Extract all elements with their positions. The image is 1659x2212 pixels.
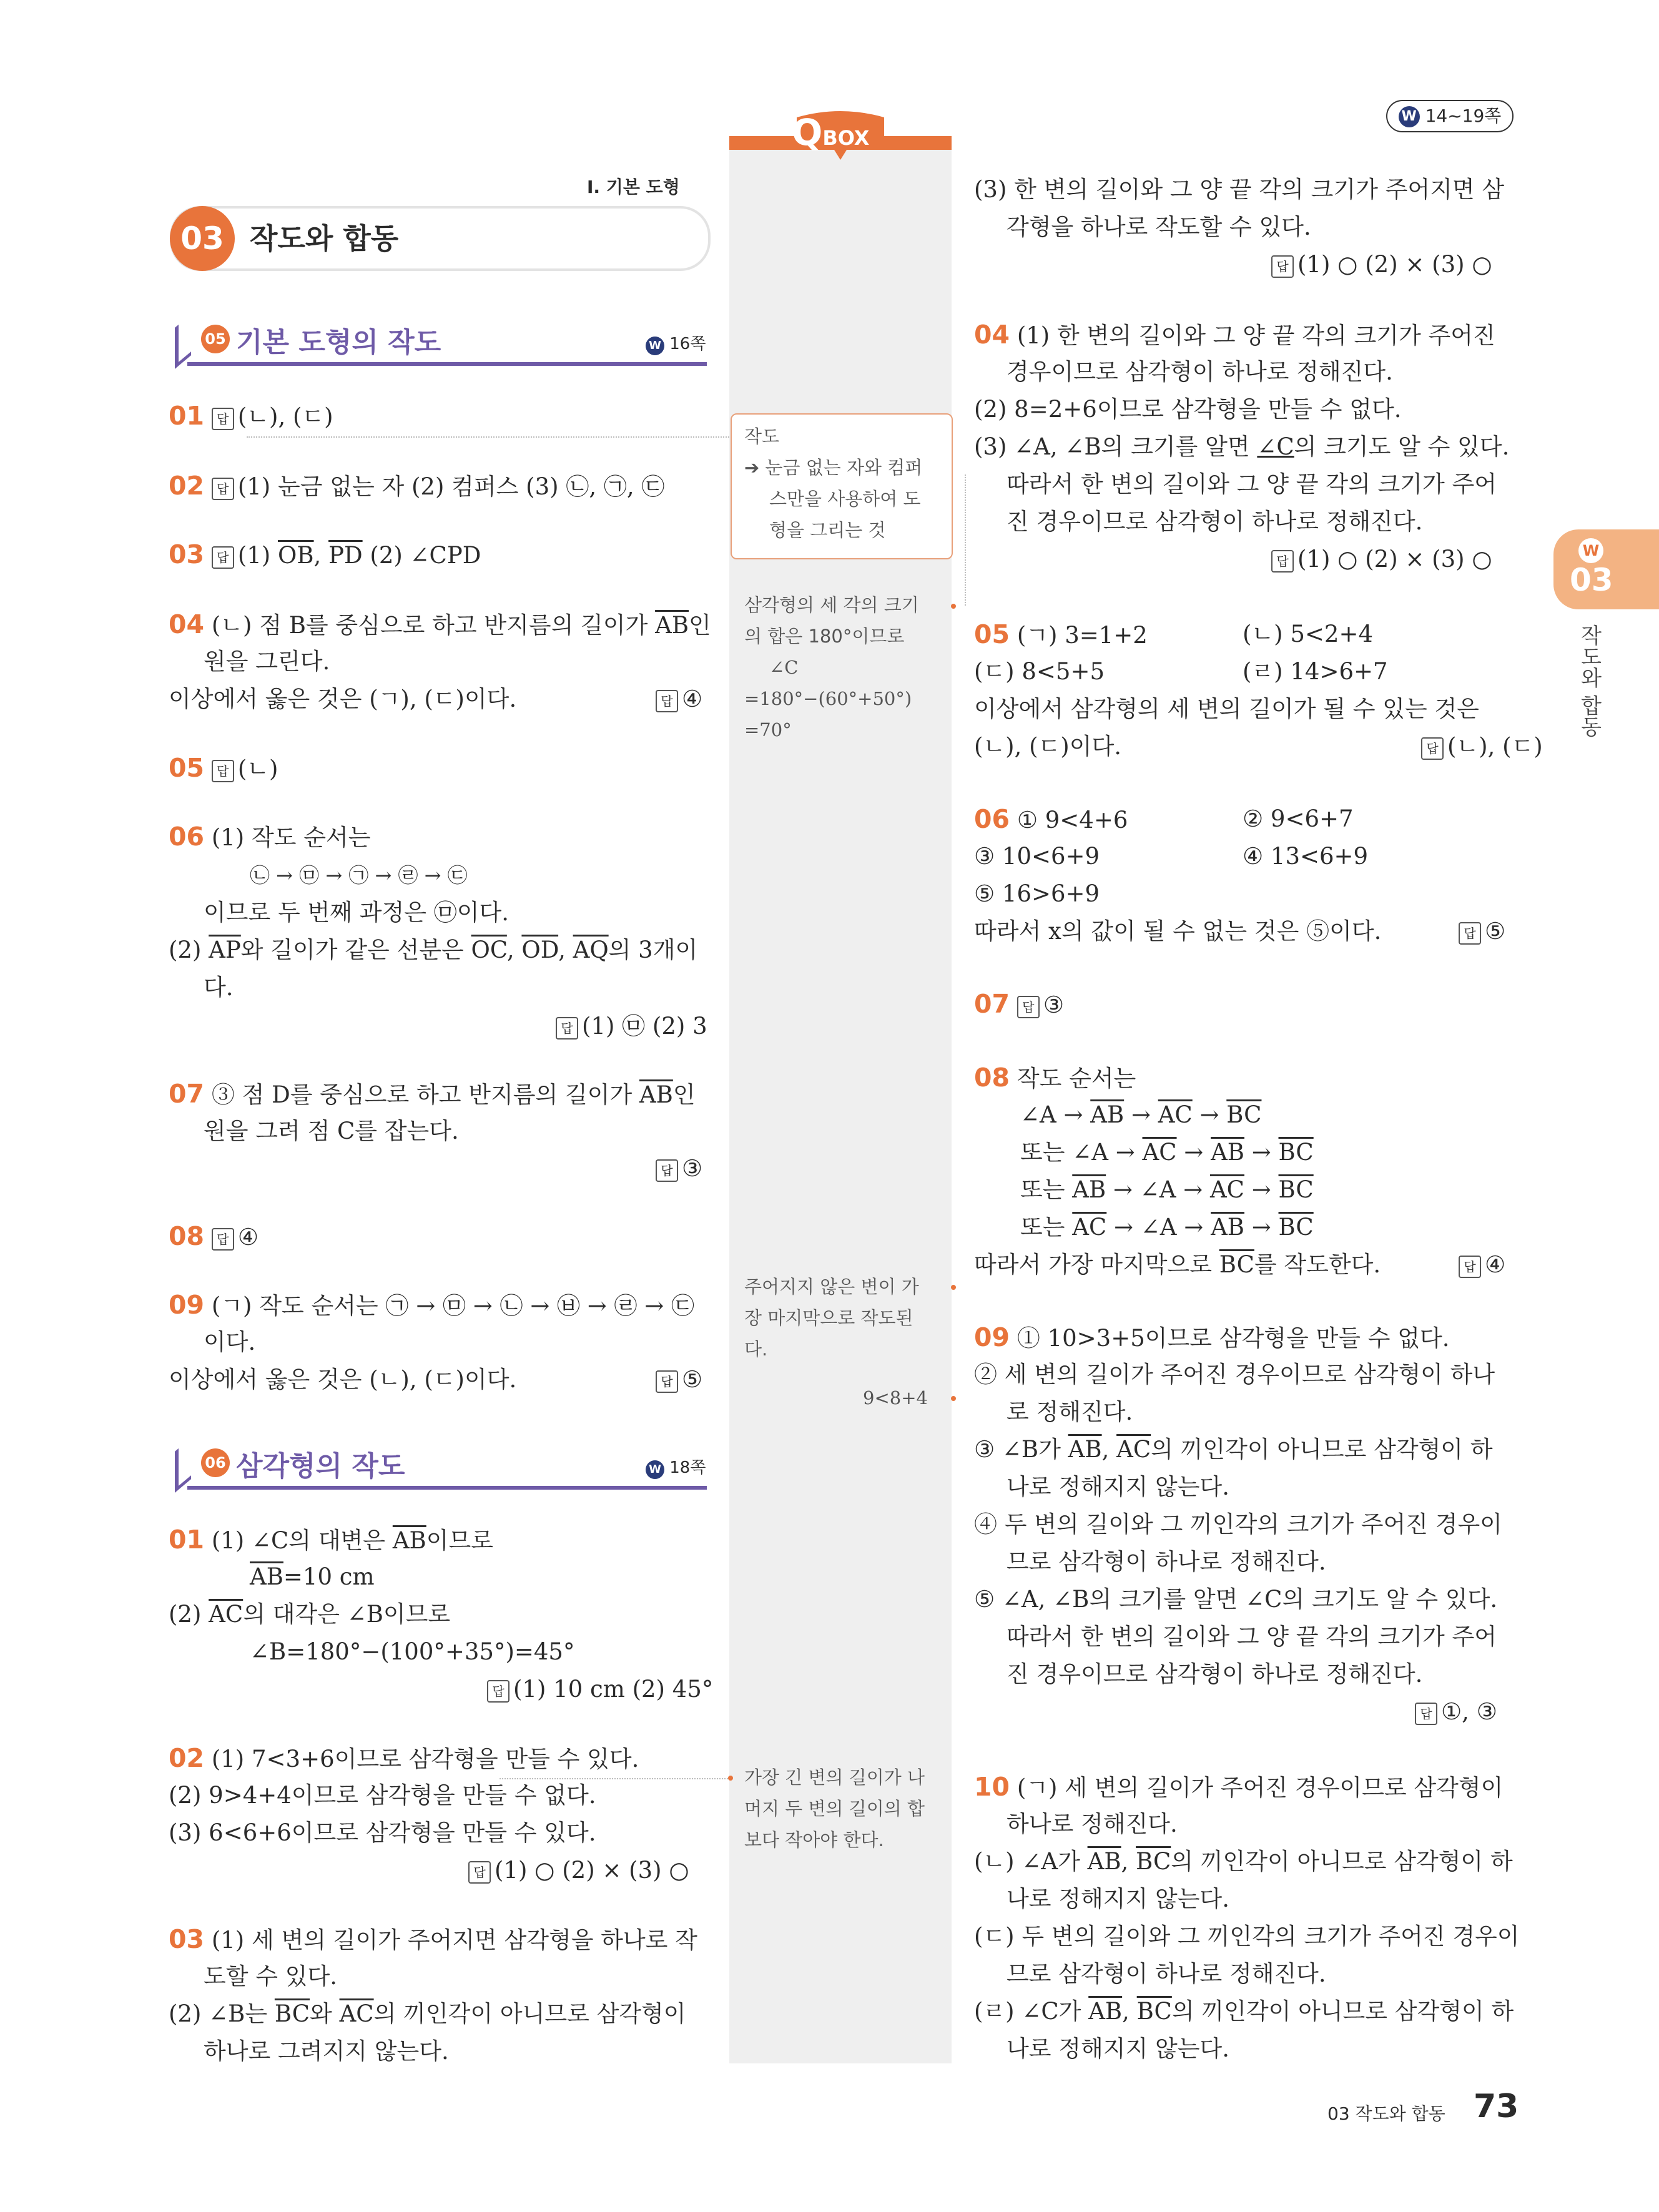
answer-mark-icon: 답 bbox=[1017, 996, 1040, 1018]
footer-chapter: 03 작도와 합동 bbox=[1327, 2103, 1445, 2124]
answer-tag: 답 ④ bbox=[656, 681, 702, 718]
section-number-badge: 05 bbox=[201, 325, 230, 353]
qbox-note: 장 마지막으로 작도된 bbox=[744, 1307, 913, 1329]
text-line: 나로 정해지지 않는다. bbox=[1007, 2035, 1229, 2062]
section-ref: W 18쪽 bbox=[646, 1455, 706, 1479]
answer-mark-icon: 답 bbox=[212, 546, 234, 569]
text-line: 따라서 한 변의 길이와 그 양 끝 각의 크기가 주어 bbox=[1007, 1623, 1497, 1650]
text-line: ④ 13<6+9 bbox=[1243, 843, 1369, 870]
text-line: 각형을 하나로 작도할 수 있다. bbox=[1007, 214, 1311, 240]
answer-09: 09 (ㄱ) 작도 순서는 ㉠ → ㉤ → ㉡ → ㉥ → ㉣ → ㉢ bbox=[169, 1290, 695, 1320]
qbox-definition-line: 형을 그리는 것 bbox=[769, 519, 886, 541]
text-line: ⑤ ∠A, ∠B의 크기를 알면 ∠C의 크기도 알 수 있다. bbox=[974, 1586, 1498, 1613]
w-icon: W bbox=[646, 1460, 664, 1479]
text-line: (ㄴ) 5<2+4 bbox=[1243, 621, 1373, 647]
answer-01: 01 답 (ㄴ), (ㄷ) bbox=[169, 401, 333, 431]
qbox-note: ∠C bbox=[769, 657, 799, 678]
text-line: ∠B=180°−(100°+35°)=45° bbox=[250, 1638, 575, 1665]
text-line: 이다. bbox=[204, 1329, 256, 1355]
text-line: 다. bbox=[204, 974, 234, 1001]
answer-mark-icon: 답 bbox=[1459, 922, 1481, 945]
qbox-note: 머지 두 변의 길이의 합 bbox=[744, 1798, 925, 1819]
answer-tag: 답 ⑤ bbox=[656, 1361, 702, 1398]
chapter-title: 작도와 합동 bbox=[250, 222, 399, 255]
qbox-note: 삼각형의 세 각의 크기 bbox=[744, 594, 919, 616]
text-line: (ㄴ), (ㄷ)이다. bbox=[974, 733, 1121, 760]
text-line: 므로 삼각형이 하나로 정해진다. bbox=[1007, 1960, 1326, 1987]
answer-mark-icon: 답 bbox=[1415, 1703, 1437, 1725]
answer-mark-icon: 답 bbox=[556, 1017, 578, 1040]
leader-line bbox=[965, 474, 966, 606]
answer-tag: 답 ①, ③ bbox=[1415, 1693, 1497, 1731]
section-header-05 bbox=[169, 312, 707, 368]
qbox-definition-line: ➔ 눈금 없는 자와 컴퍼 bbox=[744, 457, 923, 478]
text-line: 로 정해진다. bbox=[1007, 1398, 1133, 1425]
answer-tag: 답 (1) ㉤ (2) 3 bbox=[556, 1008, 707, 1045]
qbox-note: 의 합은 180°이므로 bbox=[744, 626, 905, 647]
text-line: (ㄷ) 8<5+5 bbox=[974, 658, 1105, 685]
note-dot bbox=[951, 604, 956, 609]
answer-tag: 답 ③ bbox=[656, 1150, 702, 1187]
qbox-title: QBOX bbox=[792, 111, 870, 154]
qbox-definition-title: 작도 bbox=[744, 426, 780, 447]
page-ref-pill: W 14~19쪽 bbox=[1386, 100, 1514, 132]
text-line: ③ ∠B가 $\overline{AB}$, $\overline{AC}$의 끼인각이 아니므로 삼각형이 하 bbox=[974, 1436, 1493, 1463]
answer-tag: 답 (1) ○ (2) × (3) ○ bbox=[1271, 541, 1492, 578]
answer-mark-icon: 답 bbox=[1421, 737, 1444, 760]
section-number-badge: 06 bbox=[201, 1448, 230, 1477]
text-line: ② 9<6+7 bbox=[1243, 805, 1354, 832]
side-tab-title: 작도와 합동 bbox=[1577, 624, 1602, 737]
text-line: 또는 $\overline{AB}$ → ∠A → $\overline{AC} \to \overline{BC}$ bbox=[1020, 1176, 1314, 1203]
text-line: ④ 두 변의 길이와 그 끼인각의 크기가 주어진 경우이 bbox=[974, 1511, 1502, 1538]
text-line: 이상에서 옳은 것은 (ㄴ), (ㄷ)이다. bbox=[169, 1366, 517, 1393]
answer-c04: 04 (1) 한 변의 길이와 그 양 끝 각의 크기가 주어진 bbox=[974, 320, 1495, 350]
part-title: Ⅰ. 기본 도형 bbox=[587, 177, 680, 197]
text-line: (2) ∠B는 $\overline{BC}$와 $\overline{AC}$의 끼인각이 아니므로 삼각형이 bbox=[169, 2000, 686, 2027]
w-icon: W bbox=[646, 337, 664, 355]
text-line: 나로 정해지지 않는다. bbox=[1007, 1885, 1229, 1912]
text-line: 도할 수 있다. bbox=[204, 1963, 337, 1990]
answer-04: 04 (ㄴ) 점 B를 중심으로 하고 반지름의 길이가 $\overline{AB}$인 bbox=[169, 609, 711, 639]
answer-mark-icon: 답 bbox=[656, 1370, 678, 1393]
text-line: 따라서 한 변의 길이와 그 양 끝 각의 크기가 주어 bbox=[1007, 471, 1497, 498]
text-line: (3) 6<6+6이므로 삼각형을 만들 수 있다. bbox=[169, 1819, 596, 1846]
text-line: 따라서 x의 값이 될 수 없는 것은 ⑤이다. bbox=[974, 918, 1382, 945]
w-icon: W bbox=[1399, 106, 1420, 127]
answer-tag: 답 ④ bbox=[1459, 1246, 1505, 1284]
text-line: (3) ∠A, ∠B의 크기를 알면 ∠C의 크기도 알 수 있다. bbox=[974, 433, 1510, 460]
answer-mark-icon: 답 bbox=[212, 760, 234, 782]
qbox-note: =70° bbox=[744, 719, 792, 740]
section-header-06 bbox=[169, 1436, 707, 1492]
qbox-definition-line: 스만을 사용하여 도 bbox=[769, 488, 921, 509]
answer-mark-icon: 답 bbox=[656, 690, 678, 712]
text-line: $\overline{AB}=10$ cm bbox=[250, 1563, 375, 1590]
text-line: (ㄹ) ∠C가 $\overline{AB}$, $\overline{BC}$의 끼인각이 아니므로 삼각형이 하 bbox=[974, 1998, 1514, 2025]
answer-c08: 08 작도 순서는 bbox=[974, 1063, 1136, 1093]
text-line: 원을 그려 점 C를 잡는다. bbox=[204, 1118, 459, 1144]
text-line: 이상에서 옳은 것은 (ㄱ), (ㄷ)이다. bbox=[169, 686, 517, 712]
text-line: (2) $\overline{AP}$와 길이가 같은 선분은 $\overline{OC}$, $\overline{OD}$, $\overline{AQ}$의 3개이 bbox=[169, 936, 698, 963]
text-line: (3) 한 변의 길이와 그 양 끝 각의 크기가 주어지면 삼 bbox=[974, 176, 1505, 203]
text-line: (2) 8=2+6이므로 삼각형을 만들 수 없다. bbox=[974, 396, 1402, 423]
text-line: 진 경우이므로 삼각형이 하나로 정해진다. bbox=[1007, 508, 1423, 535]
qbox-note: 주어지지 않은 변이 가 bbox=[744, 1276, 919, 1297]
answer-mark-icon: 답 bbox=[212, 478, 234, 500]
qbox-note: 가장 긴 변의 길이가 나 bbox=[744, 1767, 925, 1788]
answer-c09: 09 ① 10>3+5이므로 삼각형을 만들 수 없다. bbox=[974, 1322, 1450, 1352]
answer-08: 08 답 ④ bbox=[169, 1221, 258, 1251]
note-dot bbox=[951, 1285, 956, 1290]
answer-mark-icon: 답 bbox=[468, 1861, 491, 1884]
answer-c07: 07 답 ③ bbox=[974, 989, 1064, 1019]
text-line: (ㄴ) ∠A가 $\overline{AB}$, $\overline{BC}$의 끼인각이 아니므로 삼각형이 하 bbox=[974, 1848, 1513, 1875]
text-line: ② 세 변의 길이가 주어진 경우이므로 삼각형이 하나 bbox=[974, 1361, 1495, 1388]
text-line: 하나로 정해진다. bbox=[1007, 1811, 1178, 1837]
text-line: 하나로 그려지지 않는다. bbox=[204, 2038, 449, 2065]
answer-mark-icon: 답 bbox=[487, 1680, 510, 1703]
leader-line bbox=[247, 436, 729, 438]
text-line: ⑤ 16>6+9 bbox=[974, 880, 1100, 907]
answer-b02: 02 (1) 7<3+6이므로 삼각형을 만들 수 있다. bbox=[169, 1743, 639, 1773]
answer-tag: 답 (1) ○ (2) × (3) ○ bbox=[1271, 246, 1492, 283]
answer-06: 06 (1) 작도 순서는 bbox=[169, 822, 371, 852]
answer-mark-icon: 답 bbox=[1459, 1256, 1481, 1278]
page-number: 73 bbox=[1474, 2088, 1519, 2125]
note-dot bbox=[951, 1396, 956, 1401]
note-dot bbox=[728, 1776, 733, 1781]
text-line: 경우이므로 삼각형이 하나로 정해진다. bbox=[1007, 358, 1393, 385]
text-line: 또는 ∠A → $\overline{AC} \to \overline{AB} \to \overline{BC}$ bbox=[1020, 1139, 1314, 1166]
side-tab-number: 03 bbox=[1570, 562, 1613, 598]
text-line: (ㄷ) 두 변의 길이와 그 끼인각의 크기가 주어진 경우이 bbox=[974, 1923, 1520, 1950]
answer-mark-icon: 답 bbox=[1271, 255, 1294, 278]
answer-b01: 01 (1) ∠C의 대변은 $\overline{AB}$이므로 bbox=[169, 1525, 493, 1555]
qbox-note: 보다 작아야 한다. bbox=[744, 1829, 884, 1851]
text-line: 따라서 가장 마지막으로 $\overline{BC}$를 작도한다. bbox=[974, 1251, 1381, 1278]
answer-05: 05 답 (ㄴ) bbox=[169, 753, 278, 783]
text-line: 이상에서 삼각형의 세 변의 길이가 될 수 있는 것은 bbox=[974, 696, 1479, 722]
answer-07: 07 ③ 점 D를 중심으로 하고 반지름의 길이가 $\overline{AB}$인 bbox=[169, 1079, 696, 1109]
answer-mark-icon: 답 bbox=[656, 1159, 678, 1182]
answer-tag: 답 (1) 10 cm (2) 45° bbox=[487, 1671, 713, 1708]
text-line: ③ 10<6+9 bbox=[974, 843, 1100, 870]
text-line: 므로 삼각형이 하나로 정해진다. bbox=[1007, 1548, 1326, 1575]
answer-tag: 답 (ㄴ), (ㄷ) bbox=[1421, 728, 1543, 765]
answer-mark-icon: 답 bbox=[212, 1228, 234, 1251]
text-line: 이므로 두 번째 과정은 ㉤이다. bbox=[204, 899, 509, 926]
answer-mark-icon: 답 bbox=[1271, 550, 1294, 573]
answer-c05: 05 (ㄱ) 3=1+2 bbox=[974, 619, 1148, 649]
chapter-number-badge: 03 bbox=[170, 206, 235, 271]
answer-02: 02 답 (1) 눈금 없는 자 (2) 컴퍼스 (3) ㉡, ㉠, ㉢ bbox=[169, 471, 665, 501]
text-line: 원을 그린다. bbox=[204, 648, 330, 675]
section-title: 삼각형의 작도 bbox=[236, 1450, 405, 1482]
text-line: 진 경우이므로 삼각형이 하나로 정해진다. bbox=[1007, 1661, 1423, 1688]
answer-b03: 03 (1) 세 변의 길이가 주어지면 삼각형을 하나로 작 bbox=[169, 1924, 697, 1954]
qbox-note: 다. bbox=[744, 1339, 768, 1360]
text-line: 나로 정해지지 않는다. bbox=[1007, 1473, 1229, 1500]
qbox-note: 9<8+4 bbox=[863, 1387, 928, 1408]
section-ref: W 16쪽 bbox=[646, 331, 706, 355]
text-line: 또는 $\overline{AC}$ → ∠A → $\overline{AB} \to \overline{BC}$ bbox=[1020, 1214, 1314, 1241]
text-line: (ㄹ) 14>6+7 bbox=[1243, 658, 1388, 685]
text-line: ㉡ → ㉤ → ㉠ → ㉣ → ㉢ bbox=[250, 863, 468, 887]
text-line: (2) 9>4+4이므로 삼각형을 만들 수 없다. bbox=[169, 1782, 596, 1809]
answer-tag: 답 (1) ○ (2) × (3) ○ bbox=[468, 1852, 689, 1889]
w-icon: W bbox=[1578, 538, 1603, 563]
qbox-note: =180°−(60°+50°) bbox=[744, 688, 912, 709]
answer-c10: 10 (ㄱ) 세 변의 길이가 주어진 경우이므로 삼각형이 bbox=[974, 1772, 1504, 1802]
answer-c06: 06 ① 9<4+6 bbox=[974, 804, 1128, 834]
answer-mark-icon: 답 bbox=[212, 408, 234, 430]
answer-tag: 답 ⑤ bbox=[1459, 913, 1505, 950]
text-line: (2) $\overline{AC}$의 대각은 ∠B이므로 bbox=[169, 1601, 451, 1628]
text-line: ∠A → $\overline{AB} \to \overline{AC} \to \overline{BC}$ bbox=[1020, 1101, 1262, 1128]
section-title: 기본 도형의 작도 bbox=[236, 327, 441, 358]
answer-03: 03 답 (1) $\overline{OB}$, $\overline{PD}$ (2) ∠CPD bbox=[169, 539, 481, 569]
